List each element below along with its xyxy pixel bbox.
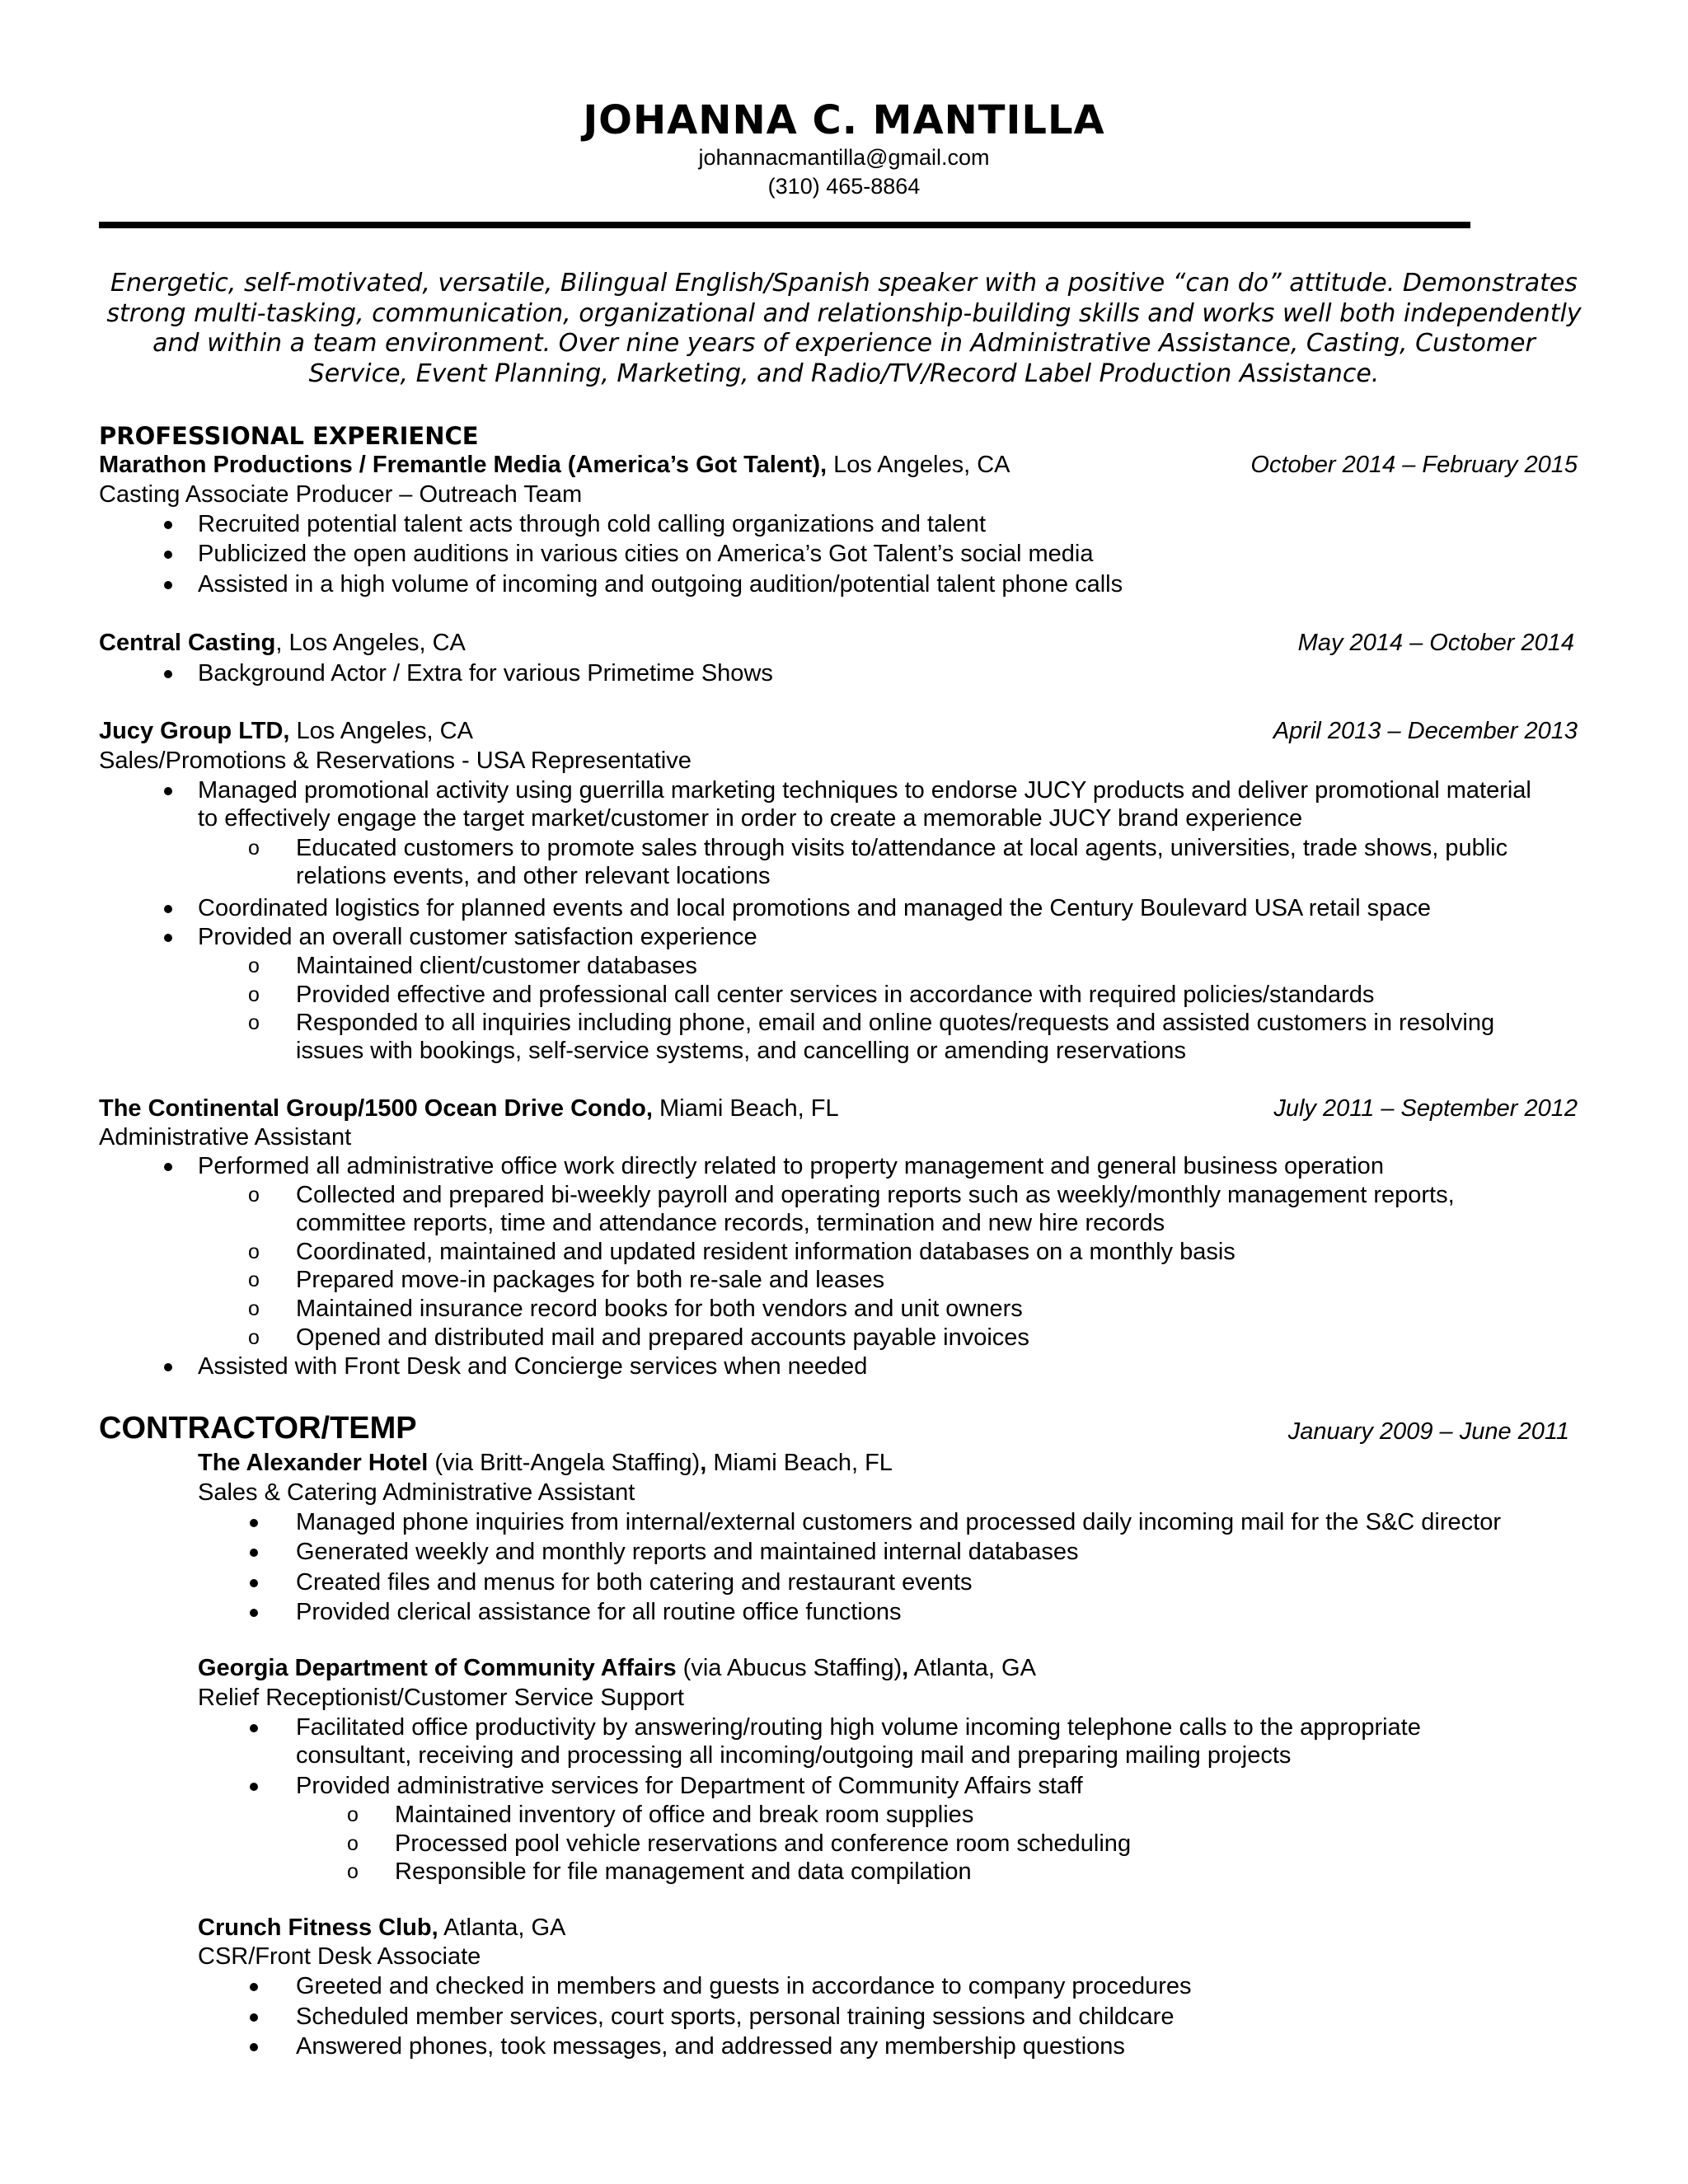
company-name: The Alexander Hotel bbox=[198, 1450, 429, 1476]
job-location: Miami Beach, FL bbox=[652, 1095, 839, 1122]
job-heading bbox=[99, 1094, 839, 1122]
heading-comma: , bbox=[902, 1655, 909, 1681]
bullet-icon bbox=[164, 905, 172, 913]
job-dates: April 2013 – December 2013 bbox=[1273, 718, 1578, 744]
sub-bullet-icon: o bbox=[248, 1297, 260, 1320]
bullet-text: Provided an overall customer satisfaction experience bbox=[198, 924, 757, 950]
bullet-icon bbox=[250, 1519, 258, 1527]
job-heading bbox=[99, 451, 1010, 479]
sub-bullet-icon: o bbox=[248, 1183, 260, 1207]
sub-bullet-icon: o bbox=[248, 1326, 260, 1349]
job-heading bbox=[99, 629, 466, 657]
job-location: Miami Beach, FL bbox=[706, 1450, 893, 1476]
job-role: Administrative Assistant bbox=[99, 1124, 352, 1151]
company-name: Jucy Group LTD, bbox=[99, 718, 290, 744]
job-heading bbox=[99, 717, 473, 745]
bullet-text: Generated weekly and monthly reports and maintained internal databases bbox=[296, 1539, 1079, 1565]
bullet-icon bbox=[250, 1724, 258, 1732]
bullet-text: Answered phones, took messages, and addressed any membership questions bbox=[296, 2033, 1125, 2060]
sub-bullet-text: Coordinated, maintained and updated resident information databases on a monthly basis bbox=[296, 1239, 1236, 1265]
job-role: Sales & Catering Administrative Assistant bbox=[198, 1479, 635, 1506]
bullet-text: Greeted and checked in members and guests in accordance to company procedures bbox=[296, 1973, 1192, 1999]
heading-comma: , bbox=[700, 1450, 707, 1476]
job-role: Casting Associate Producer – Outreach Team bbox=[99, 481, 583, 508]
bullet-icon bbox=[250, 2013, 258, 2022]
staffing-agency: (via Abucus Staffing) bbox=[676, 1655, 903, 1681]
sub-bullet-icon: o bbox=[248, 1011, 260, 1034]
summary-line: Energetic, self-motivated, versatile, Bilingual English/Spanish speaker with a positive “can do” attitude. Demonstrates bbox=[110, 269, 1578, 298]
job-dates: July 2011 – September 2012 bbox=[1273, 1095, 1578, 1122]
bullet-text: Assisted with Front Desk and Concierge services when needed bbox=[198, 1353, 868, 1380]
sub-bullet-icon: o bbox=[347, 1860, 359, 1883]
bullet-icon bbox=[164, 670, 172, 678]
sub-bullet-icon: o bbox=[248, 983, 260, 1006]
bullet-text: Coordinated logistics for planned events and local promotions and managed the Century Boulevard USA retail space bbox=[198, 895, 1432, 921]
job-dates: May 2014 – October 2014 bbox=[1297, 630, 1574, 656]
bullet-text: Assisted in a high volume of incoming and outgoing audition/potential talent phone calls bbox=[198, 571, 1123, 598]
job-location: Los Angeles, CA bbox=[827, 452, 1010, 478]
sub-bullet-text: Provided effective and professional call center services in accordance with required policies/standards bbox=[296, 982, 1375, 1008]
bullet-text: Managed promotional activity using guerrilla marketing techniques to endorse JUCY products and deliver promotional material bbox=[198, 777, 1531, 804]
job-heading bbox=[198, 1654, 1036, 1682]
sub-bullet-text: Educated customers to promote sales through visits to/attendance at local agents, universities, trade shows, public bbox=[296, 835, 1508, 861]
job-location: Atlanta, GA bbox=[438, 1915, 566, 1941]
sub-bullet-icon: o bbox=[248, 837, 260, 860]
bullet-text-cont: consultant, receiving and processing all incoming/outgoing mail and preparing mailing projects bbox=[296, 1742, 1292, 1769]
email-text[interactable]: johannacmantilla@gmail.com bbox=[698, 145, 990, 170]
sub-bullet-text: Opened and distributed mail and prepared accounts payable invoices bbox=[296, 1324, 1029, 1351]
bullet-text-cont: to effectively engage the target market/customer in order to create a memorable JUCY brand experience bbox=[198, 805, 1303, 832]
sub-bullet-text: Collected and prepared bi-weekly payroll and operating reports such as weekly/monthly management reports, bbox=[296, 1182, 1455, 1208]
sub-bullet-icon: o bbox=[248, 1268, 260, 1291]
sub-bullet-text: Prepared move-in packages for both re-sale and leases bbox=[296, 1267, 885, 1293]
bullet-text: Publicized the open auditions in various cities on America’s Got Talent’s social media bbox=[198, 541, 1094, 567]
summary-line: and within a team environment. Over nine years of experience in Administrative Assistance, Casting, Customer bbox=[152, 329, 1536, 358]
summary-line: strong multi-tasking, communication, organizational and relationship-building skills and works well both independently bbox=[106, 298, 1582, 328]
section-title-contractor: CONTRACTOR/TEMP bbox=[99, 1411, 417, 1446]
sub-bullet-text-cont: relations events, and other relevant locations bbox=[296, 863, 771, 889]
job-dates: October 2014 – February 2015 bbox=[1250, 452, 1578, 478]
bullet-icon bbox=[164, 1363, 172, 1371]
sub-bullet-text: Responsible for file management and data compilation bbox=[395, 1858, 972, 1885]
summary-line: Service, Event Planning, Marketing, and Radio/TV/Record Label Production Assistance. bbox=[308, 359, 1380, 388]
sub-bullet-text: Maintained insurance record books for both vendors and unit owners bbox=[296, 1296, 1023, 1322]
sub-bullet-icon: o bbox=[248, 1240, 260, 1263]
bullet-icon bbox=[164, 551, 172, 559]
bullet-text: Scheduled member services, court sports, personal training sessions and childcare bbox=[296, 2004, 1175, 2030]
job-role: Sales/Promotions & Reservations - USA Representative bbox=[99, 748, 692, 774]
job-heading bbox=[198, 1449, 893, 1477]
bullet-text: Background Actor / Extra for various Primetime Shows bbox=[198, 660, 773, 687]
header-divider bbox=[99, 222, 1470, 228]
bullet-text: Provided administrative services for Department of Community Affairs staff bbox=[296, 1773, 1083, 1799]
candidate-name: JOHANNA C. MANTILLA bbox=[583, 97, 1105, 143]
bullet-text: Facilitated office productivity by answering/routing high volume incoming telephone calls to the appropriate bbox=[296, 1714, 1421, 1741]
bullet-text: Recruited potential talent acts through cold calling organizations and talent bbox=[198, 511, 986, 537]
job-role: CSR/Front Desk Associate bbox=[198, 1943, 481, 1970]
sub-bullet-text: Maintained client/customer databases bbox=[296, 953, 697, 979]
sub-bullet-text: Maintained inventory of office and break room supplies bbox=[395, 1802, 974, 1828]
bullet-text: Managed phone inquiries from internal/external customers and processed daily incoming mail for the S&C director bbox=[296, 1509, 1502, 1535]
job-location: Atlanta, GA bbox=[908, 1655, 1036, 1681]
bullet-icon bbox=[250, 2043, 258, 2051]
job-location: Los Angeles, CA bbox=[289, 718, 473, 744]
sub-bullet-icon: o bbox=[248, 954, 260, 977]
staffing-agency: (via Britt-Angela Staffing) bbox=[428, 1450, 701, 1476]
summary bbox=[91, 269, 1597, 389]
sub-bullet-text: Responded to all inquiries including phone, email and online quotes/requests and assisted customers in resolving bbox=[296, 1010, 1495, 1036]
sub-bullet-icon: o bbox=[347, 1803, 359, 1826]
sub-bullet-text-cont: committee reports, time and attendance records, termination and new hire records bbox=[296, 1210, 1165, 1236]
bullet-icon bbox=[250, 1579, 258, 1587]
sub-bullet-text-cont: issues with bookings, self-service systems, and cancelling or amending reservations bbox=[296, 1038, 1186, 1064]
bullet-icon bbox=[164, 787, 172, 795]
bullet-icon bbox=[164, 1163, 172, 1171]
job-location: , Los Angeles, CA bbox=[275, 630, 466, 656]
section-title-professional: PROFESSIONAL EXPERIENCE bbox=[99, 422, 479, 450]
sub-bullet-icon: o bbox=[347, 1832, 359, 1855]
bullet-text: Created files and menus for both catering and restaurant events bbox=[296, 1569, 973, 1596]
bullet-icon bbox=[250, 1983, 258, 1991]
company-name: Georgia Department of Community Affairs bbox=[198, 1655, 677, 1681]
contractor-dates: January 2009 – June 2011 bbox=[1287, 1418, 1569, 1445]
bullet-icon bbox=[164, 521, 172, 529]
company-name: Crunch Fitness Club, bbox=[198, 1915, 438, 1941]
company-name: Marathon Productions / Fremantle Media (America’s Got Talent), bbox=[99, 452, 828, 478]
bullet-text: Provided clerical assistance for all routine office functions bbox=[296, 1599, 902, 1625]
bullet-icon bbox=[164, 934, 172, 942]
bullet-icon bbox=[250, 1549, 258, 1557]
job-role: Relief Receptionist/Customer Service Support bbox=[198, 1685, 684, 1711]
sub-bullet-text: Processed pool vehicle reservations and conference room scheduling bbox=[395, 1830, 1132, 1857]
bullet-icon bbox=[250, 1609, 258, 1617]
bullet-text: Performed all administrative office work directly related to property management and general business operation bbox=[198, 1153, 1384, 1179]
company-name: Central Casting bbox=[99, 630, 276, 656]
bullet-icon bbox=[164, 581, 172, 589]
phone-text: (310) 465-8864 bbox=[767, 174, 921, 199]
bullet-icon bbox=[250, 1783, 258, 1791]
job-heading bbox=[198, 1914, 565, 1942]
company-name: The Continental Group/1500 Ocean Drive Condo, bbox=[99, 1095, 653, 1122]
